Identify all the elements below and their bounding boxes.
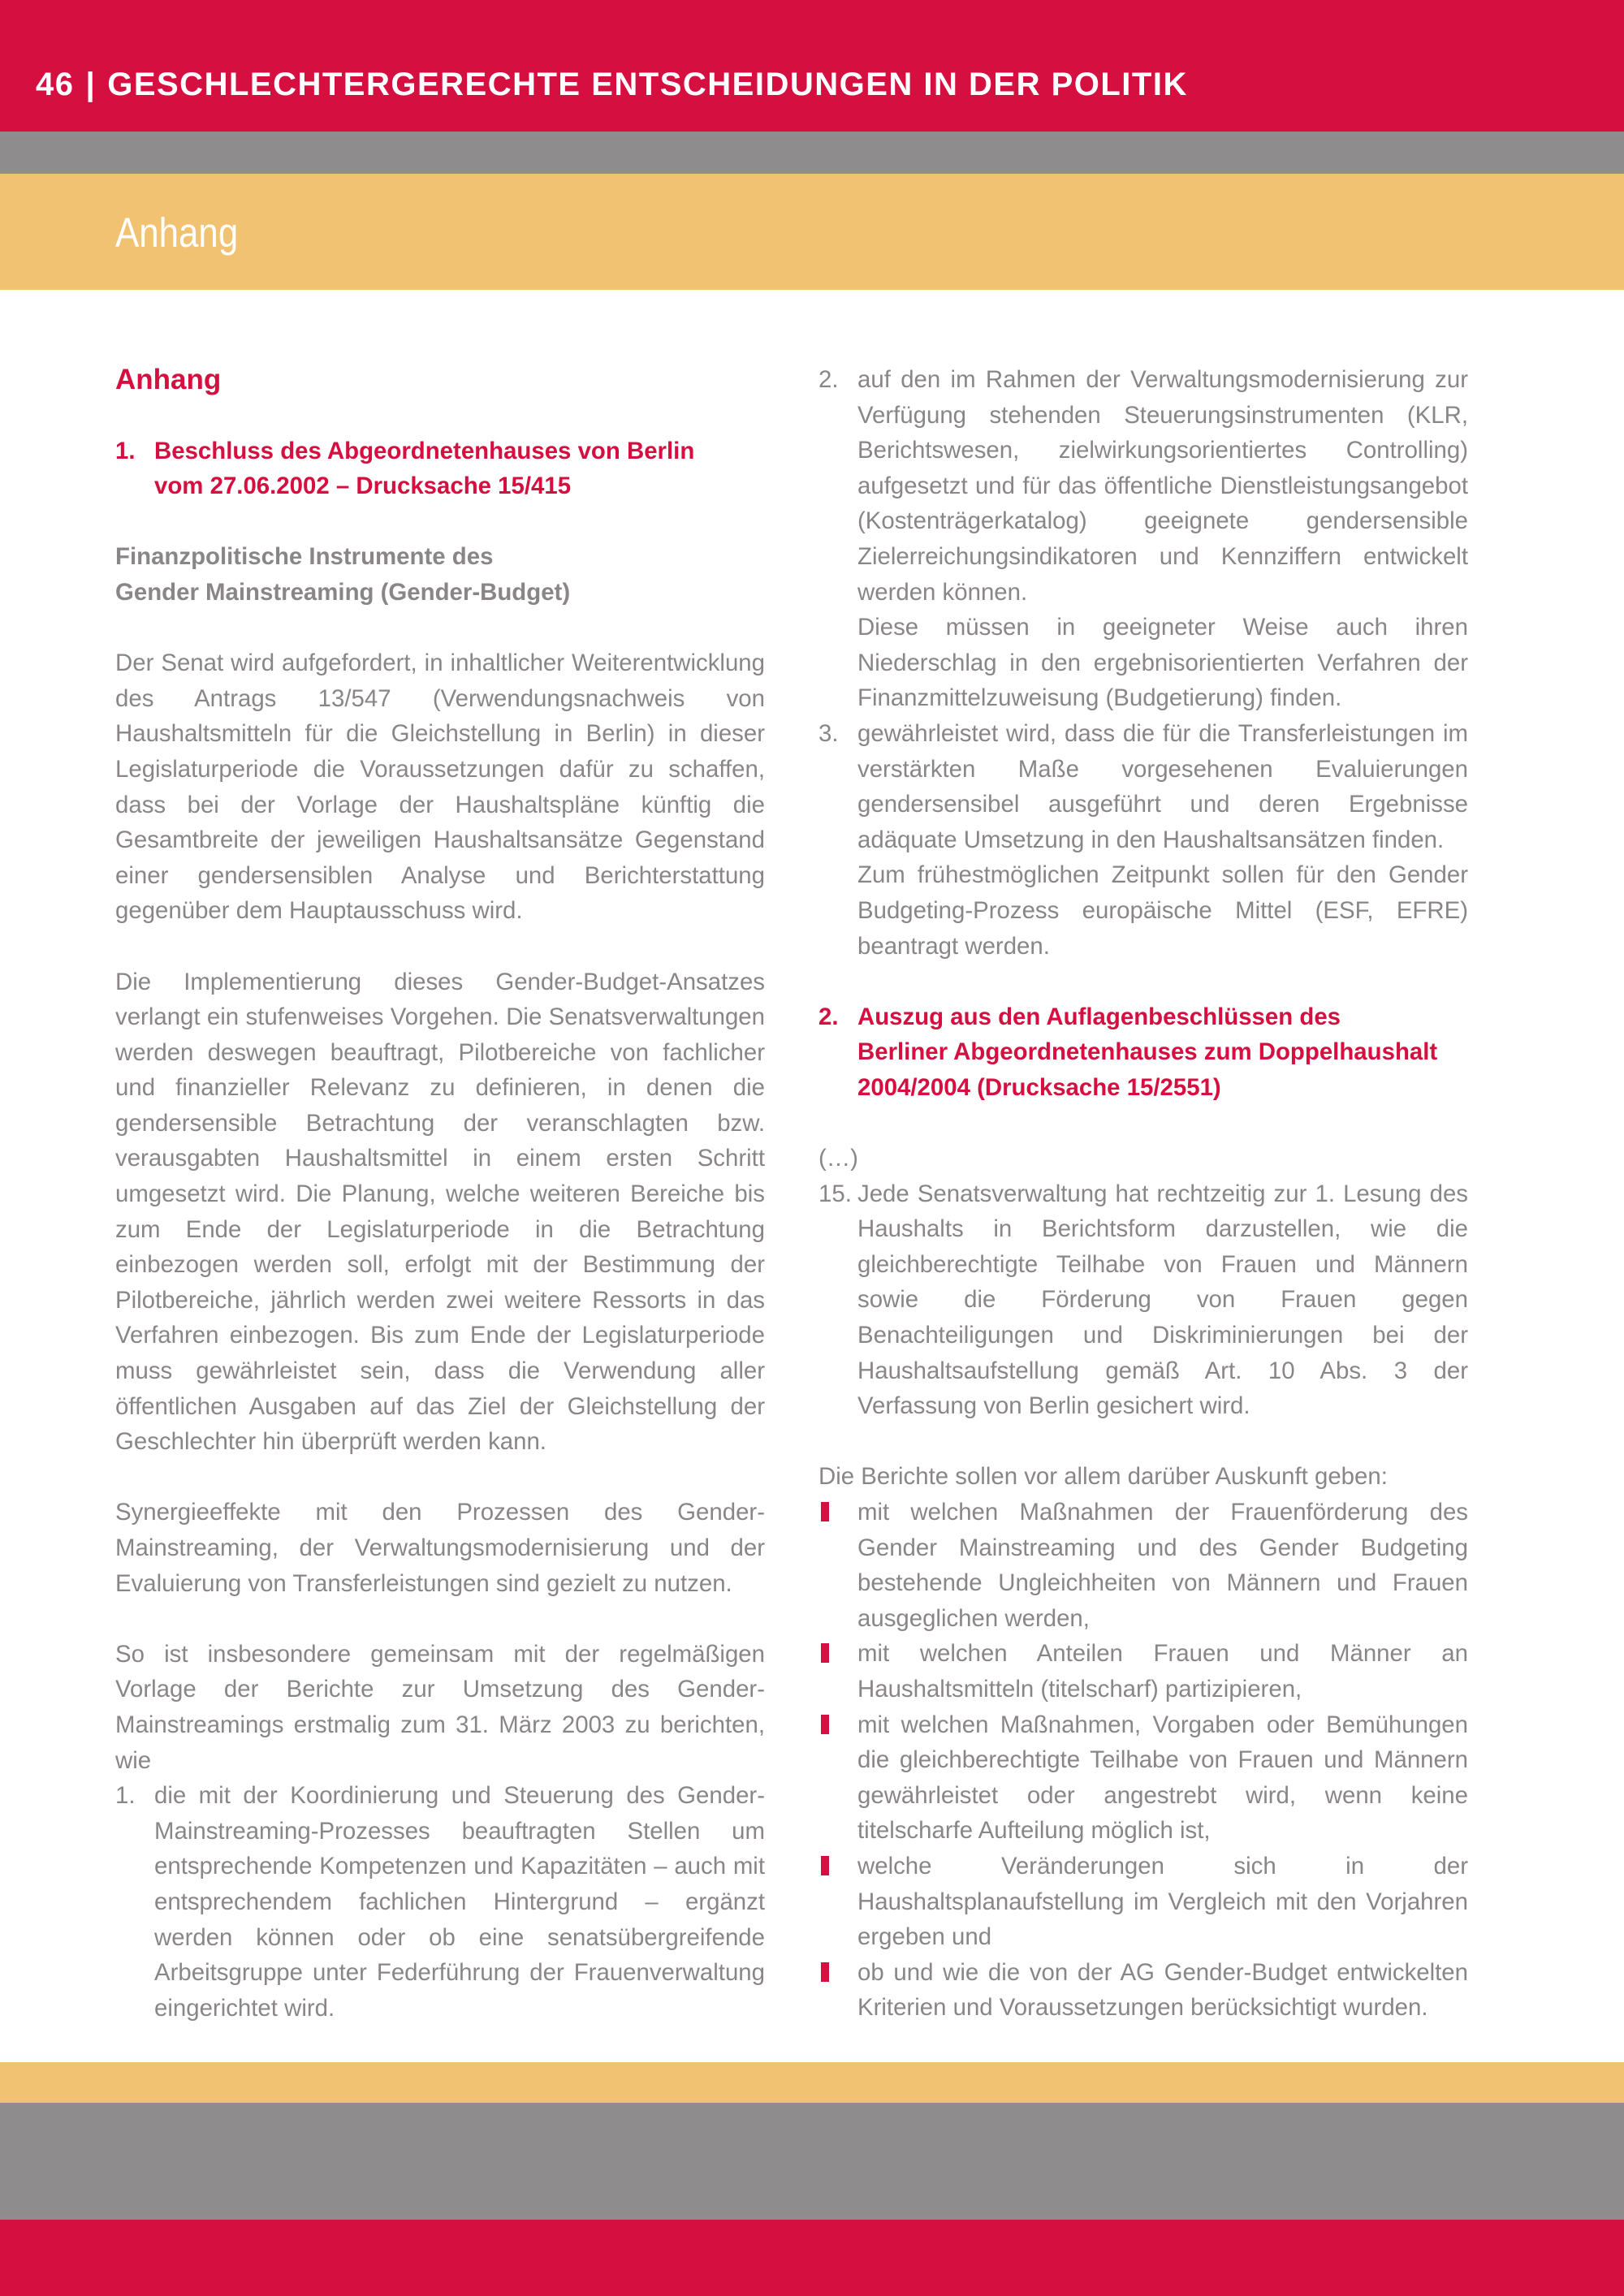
footer-red-band [0,2220,1624,2296]
subheading-line2: Gender Mainstreaming (Gender-Budget) [115,578,571,606]
list-item-3-text2: Zum frühestmöglichen Zeitpunkt sollen für den Gender Budgeting-Prozess europäische Mittel (ESF, EFRE) beantragt werden. [857,861,1468,960]
paragraph-2: Die Implementierung dieses Gender-Budget-Ansatzes verlangt ein stufenweises Vorgehen. Die Senatsverwaltungen werden deswegen beauftragt, Pilotbereiche von fachlicher und finanzieller Relevanz zu definieren, in denen die gendersensible Betrachtung der veranschlagten bzw. verausgabten Haushaltsmittel in einem ersten Schritt umgesetzt wird. Die Planung, welche weiteren Bereiche bis zum Ende der Legislaturperiode in die Betrachtung einbezogen werden soll, erfolgt mit der Bestimmung der Pilotbereiche, jährlich werden zwei weitere Ressorts in das Verfahren einbezogen. Bis zum Ende der Legislaturperiode muss gewährleistet sein, dass die Verwendung aller öffentlichen Ausgaben auf das Ziel der Gleichstellung der Geschlechter hin überprüft werden kann. [115,968,765,1456]
section-2-heading [818,999,1468,1106]
section-2-title-line1: Auszug aus den Auflagenbeschlüssen des [857,1003,1341,1030]
bullet-marker-icon [821,1715,829,1734]
list-item-1 [115,1778,765,2026]
paragraph-3: Synergieeffekte mit den Prozessen des Gender-Mainstreaming, der Verwaltungsmodernisierung und der Evaluierung von Transferleistungen sind gezielt zu nutzen. [115,1499,765,1597]
header-separator: | [85,67,97,102]
list-item-2-number: 2. [818,366,839,393]
list-item-3-number: 3. [818,719,839,747]
appendix-heading: Anhang [115,364,222,395]
section-1-title-line1: Beschluss des Abgeordnetenhauses von Berlin [154,437,695,464]
bullet-item [818,1955,1468,2026]
bullet-item [818,1495,1468,1636]
list-item-15-text: Jede Senatsverwaltung hat rechtzeitig zur 1. Lesung des Haushalts in Berichtsform darzustellen, wie die gleichberechtigte Teilhabe von Frauen und Männern sowie die Förderung von Frauen gegen Benachteiligungen und Diskriminierungen bei der Haushaltsaufstellung gemäß Art. 10 Abs. 3 der Verfassung von Berlin gesichert wird. [857,1180,1468,1420]
section-2-title-line2: Berliner Abgeordnetenhauses zum Doppelhaushalt [857,1038,1438,1066]
section-banner-band [0,174,1624,290]
page-number: 46 [36,67,75,102]
ellipsis: (…) [818,1145,858,1172]
list-item-15 [818,1176,1468,1424]
header-grey-stripe [0,132,1624,174]
bullet-marker-icon [821,1856,829,1875]
left-column [115,362,765,2026]
list-item-3 [818,716,1468,857]
section-2-title-line3: 2004/2004 (Drucksache 15/2551) [857,1073,1221,1101]
reports-intro: Die Berichte sollen vor allem darüber Auskunft geben: [818,1463,1388,1491]
footer-grey-band [0,2103,1624,2220]
list-item-1-number: 1. [115,1782,136,1810]
subheading-line1: Finanzpolitische Instrumente des [115,543,494,571]
list-item-2-continuation [818,610,1468,716]
list-item-2-text: auf den im Rahmen der Verwaltungsmodernisierung zur Verfügung stehenden Steuerungsinstrumenten (KLR, Berichtswesen, zielwirkungsorientiertes Controlling) aufgesetzt und für das öffentliche Dienstleistungsangebot (Kostenträgerkatalog) geeignete gendersensible Zielerreichungsindikatoren und Kennziffern entwickelt werden können. [857,366,1468,606]
list-item-1-text: die mit der Koordinierung und Steuerung des Gender-Mainstreaming-Prozesses beauftragten Stellen um entsprechende Kompetenzen und Kapazitäten – auch mit entsprechendem fachlichen Hintergrund – ergänzt werden können oder ob eine senatsübergreifende Arbeitsgruppe unter Federführung der Frauenverwaltung eingerichtet wird. [154,1782,765,2022]
section-1-number: 1. [115,437,136,464]
section-banner-title: Anhang [115,209,239,256]
bullet-text: welche Veränderungen sich in der Haushaltsplanaufstellung im Vergleich mit den Vorjahren ergeben und [857,1852,1468,1951]
bullet-marker-icon [821,1643,829,1663]
bullet-text: ob und wie die von der AG Gender-Budget entwickelten Kriterien und Voraussetzungen berücksichtigt wurden. [857,1958,1468,2022]
bullet-text: mit welchen Maßnahmen, Vorgaben oder Bemühungen die gleichberechtigte Teilhabe von Frauen und Männern gewährleistet oder angestrebt wird, wenn keine titelscharfe Aufteilung möglich ist, [857,1711,1468,1845]
footer-gold-stripe [0,2062,1624,2103]
section-2-number: 2. [818,1003,839,1030]
bullet-text: mit welchen Anteilen Frauen und Männer an Haushaltsmitteln (titelscharf) partizipieren, [857,1640,1468,1703]
bullet-item [818,1707,1468,1849]
list-item-2-text2: Diese müssen in geeigneter Weise auch ihren Niederschlag in den ergebnisorientierten Verfahren der Finanzmittelzuweisung (Budgetierung) finden. [857,614,1468,712]
bullet-item [818,1849,1468,1955]
running-header-title: GESCHLECHTERGERECHTE ENTSCHEIDUNGEN IN DER POLITIK [107,67,1188,102]
bullet-marker-icon [821,1962,829,1982]
list-item-2 [818,362,1468,610]
reports-bullet-list [818,1495,1468,2026]
list-item-15-number: 15. [818,1180,852,1207]
running-header [36,62,1188,107]
list-item-3-continuation [818,857,1468,964]
bullet-text: mit welchen Maßnahmen der Frauenförderung des Gender Mainstreaming und des Gender Budgeting bestehende Ungleichheiten von Männern und Frauen ausgeglichen werden, [857,1499,1468,1632]
right-column [818,362,1468,2026]
subheading [115,539,765,610]
bullet-item [818,1636,1468,1707]
section-1-title-line2: vom 27.06.2002 – Drucksache 15/415 [154,473,572,500]
section-1-heading [115,434,765,504]
paragraph-4: So ist insbesondere gemeinsam mit der regelmäßigen Vorlage der Berichte zur Umsetzung des Gender-Mainstreamings erstmalig zum 31. März 2003 zu berichten, wie [115,1640,765,1774]
list-item-3-text: gewährleistet wird, dass die für die Transferleistungen im verstärkten Maße vorgesehenen Evaluierungen gendersensibel ausgeführt und deren Ergebnisse adäquate Umsetzung in den Haushaltsansätzen finden. [857,719,1468,853]
bullet-marker-icon [821,1502,829,1521]
paragraph-1: Der Senat wird aufgefordert, in inhaltlicher Weiterentwicklung des Antrags 13/547 (Verwendungsnachweis von Haushaltsmitteln für die Gleichstellung in Berlin) in dieser Legislaturperiode die Voraussetzungen dafür zu schaffen, dass bei der Vorlage der Haushaltspläne künftig die Gesamtbreite der jeweiligen Haushaltsansätze Gegenstand einer gendersensiblen Analyse und Berichterstattung gegenüber dem Hauptausschuss wird. [115,650,765,925]
